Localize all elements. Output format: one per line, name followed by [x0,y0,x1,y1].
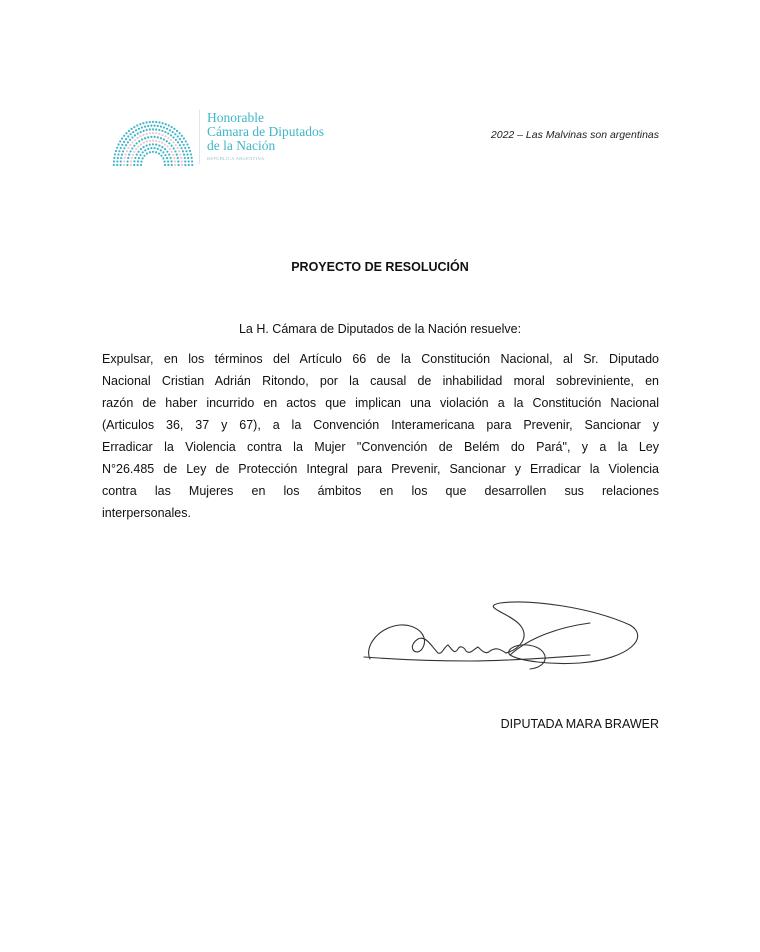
logo-dot [176,130,178,132]
handwritten-signature [360,597,650,677]
logo-dot [171,126,173,128]
logo-dot [164,164,166,166]
logo-dot [158,121,160,123]
logo-dot [116,147,118,149]
logo-dot [113,164,115,166]
logo-dot [116,160,118,162]
logo-dot [180,147,182,149]
logo-dot [186,153,188,155]
logo-dot [191,157,193,159]
logo-dot [164,135,166,137]
logo-dot [155,121,157,123]
logo-dot [154,147,156,149]
logo-dot [137,160,139,162]
logo-dot [117,143,119,145]
logo-dot [143,142,145,144]
logo-dot [120,164,122,166]
logo-dot [170,157,172,159]
logo-dot [149,151,151,153]
logo-dot [127,141,129,143]
logo-dot [152,143,154,145]
logo-dot [167,160,169,162]
logo-dot [161,130,163,132]
logo-dot [164,148,166,150]
logo-dot [152,121,154,123]
logo-dot [155,132,157,134]
logo-dot [161,142,163,144]
logo-dot [114,153,116,155]
logo-dot [165,123,167,125]
logo-dot [172,141,174,143]
signer-name: DIPUTADA MARA BRAWER [500,717,659,731]
logo-dot [147,148,149,150]
logo-dot [142,134,144,136]
logo-dot [171,145,173,147]
logo-dot [142,151,144,153]
logo-dot [166,140,168,142]
body-line: Nacional Cristian Adrián Ritondo, por la causal de inhabilidad moral sobreviniente, en [102,374,659,388]
logo-dot [146,140,148,142]
logo-dot [125,153,127,155]
logo-dot [158,133,160,135]
logo-dot [168,142,170,144]
logo-dot [157,148,159,150]
logo-dot [149,132,151,134]
logo-dot [117,153,119,155]
logo-dot [121,137,123,139]
logo-dot [178,132,180,134]
logo-dot [113,157,115,159]
logo-dot [127,160,129,162]
logo-dot [135,129,137,131]
logo-dot [160,137,162,139]
logo-dot [133,126,135,128]
logo-dot [155,144,157,146]
logo-dot [130,164,132,166]
logo-dot [138,140,140,142]
logo-divider [199,110,200,164]
logo-dot [136,142,138,144]
logo-dot [187,157,189,159]
logo-dot [158,144,160,146]
logo-dot [177,157,179,159]
logo-dot [185,150,187,152]
logo-dot [181,160,183,162]
logo-dot [184,147,186,149]
logo-dot [179,153,181,155]
logo-dot [170,134,172,136]
logo-dot [140,160,142,162]
logo-dot [185,140,187,142]
logo-dot [188,160,190,162]
logo-dot [120,157,122,159]
logo-dot [132,131,134,133]
logo-dot [145,144,147,146]
logo-dot [181,135,183,137]
logo-dot [123,141,125,143]
logo-dot [183,144,185,146]
logo-dot [173,128,175,130]
logo-dot [186,143,188,145]
logo-dot [119,140,121,142]
logo-dot [127,135,129,137]
logo-dot [146,129,148,131]
logo-dot [136,137,138,139]
logo-dot [120,147,122,149]
logo-dot [175,144,177,146]
logo-dot [121,154,123,156]
logo-dot [128,154,130,156]
logo-dot [137,132,139,134]
logo-dot [157,125,159,127]
logo-dot [163,126,165,128]
logo-dot [158,152,160,154]
logo-dot [146,152,148,154]
logo-dot [133,160,135,162]
logo-dot [127,157,129,159]
logo-dot [149,144,151,146]
logo-dot [167,132,169,134]
logo-dot [126,150,128,152]
logo-dot [123,135,125,137]
logo-dot [152,139,154,141]
logo-dot [167,137,169,139]
logo-dot [122,150,124,152]
chamber-arch-logo-icon [112,107,194,167]
logo-dot [163,138,165,140]
logo-dot [160,126,162,128]
logo-dot [172,131,174,133]
logo-dot [132,154,134,156]
logo-dot [121,144,123,146]
logo-dot [150,136,152,138]
logo-dot [128,130,130,132]
logo-dot [133,164,135,166]
logo-dot [147,125,149,127]
resolution-body [102,351,659,527]
logo-dot [175,139,177,141]
logo-dot [183,137,185,139]
logo-dot [166,128,168,130]
logo-dot [158,129,160,131]
logo-dot [178,164,180,166]
logo-dot [143,155,145,157]
logo-dot [130,128,132,130]
logo-dot [179,144,181,146]
logo-dot [158,140,160,142]
logo-dot [141,138,143,140]
logo-dot [115,150,117,152]
body-line: Expulsar, en los términos del Artículo 66 de la Constitución Nacional, al Sr. Diputado [102,352,659,366]
logo-dot [131,157,133,159]
logo-dot [164,131,166,133]
logo-dot [140,164,142,166]
logo-dot [137,164,139,166]
logo-dot [154,125,156,127]
logo-line-2: Cámara de Diputados [207,124,324,139]
logo-dot [125,132,127,134]
logo-dot [137,151,139,153]
logo-dot [131,141,133,143]
logo-dot [152,132,154,134]
logo-dot [123,147,125,149]
body-line: Erradicar la Violencia contra la Mujer "Convención de Belém do Pará", y a la Ley [102,440,659,454]
logo-dot [191,164,193,166]
logo-dot [133,145,135,147]
logo-dot [125,144,127,146]
body-line: contra las Mujeres en los ámbitos en los que desarrollen sus relaciones [102,484,659,498]
logo-dot [139,154,141,156]
logo-dot [150,147,152,149]
logo-dot [117,157,119,159]
logo-dot [172,136,174,138]
body-line: razón de haber incurrido en actos que implican una violación a la Constitución Nacional [102,396,659,410]
logo-text [207,111,324,162]
logo-dot [188,164,190,166]
logo-dot [129,139,131,141]
logo-dot [155,151,157,153]
logo-dot [180,157,182,159]
logo-dot [174,164,176,166]
logo-dot [169,129,171,131]
logo-dot [182,150,184,152]
document-title: PROYECTO DE RESOLUCIÓN [291,260,469,274]
logo-dot [135,148,137,150]
logo-dot [166,151,168,153]
logo-dot [164,143,166,145]
logo-dot [178,150,180,152]
logo-dot [160,155,162,157]
logo-dot [147,136,149,138]
logo-dot [162,157,164,159]
body-line: N°26.485 de Ley de Protección Integral para Prevenir, Sancionar y Erradicar la Violencia [102,462,659,476]
logo-dot [171,151,173,153]
logo-dot [163,160,165,162]
logo-dot [137,145,139,147]
logo-dot [174,160,176,162]
logo-dot [155,140,157,142]
logo-dot [138,128,140,130]
logo-dot [150,125,152,127]
logo-dot [144,137,146,139]
logo-dot [145,121,147,123]
logo-dot [140,148,142,150]
logo-dot [184,157,186,159]
logo-dot [157,136,159,138]
logo-dot [140,143,142,145]
logo-dot [143,146,145,148]
logo-dot [181,141,183,143]
logo-dot [179,138,181,140]
logo-dot [173,147,175,149]
logo-dot [113,160,115,162]
logo-dot [169,148,171,150]
logo-dot [129,150,131,152]
logo-dot [184,164,186,166]
logo-dot [141,126,143,128]
logo-dot [160,149,162,151]
logo-line-3: de la Nación [207,138,276,153]
body-line: interpersonales. [102,506,191,520]
logo-dot [140,131,142,133]
logo-dot [149,140,151,142]
logo-dot [152,151,154,153]
logo-dot [166,157,168,159]
logo-dot [134,157,136,159]
logo-subtitle: REPÚBLICA ARGENTINA [207,156,265,161]
logo-dot [162,151,164,153]
logo-dot [136,154,138,156]
logo-dot [134,139,136,141]
logo-dot [129,144,131,146]
logo-dot [183,154,185,156]
resolution-intro: La H. Cámara de Diputados de la Nación resuelve: [238,322,522,336]
logo-dot [131,147,133,149]
logo-dot [130,160,132,162]
logo-dot [177,141,179,143]
logo-dot [144,126,146,128]
logo-dot [184,160,186,162]
logo-dot [162,122,164,124]
logo-dot [131,136,133,138]
logo-dot [149,121,151,123]
logo-dot [142,130,144,132]
logo-dot [176,154,178,156]
logo-dot [149,128,151,130]
logo-dot [190,153,192,155]
logo-dot [130,133,132,135]
logo-dot [161,134,163,136]
logo-dot [191,160,193,162]
logo-dot [176,147,178,149]
logo-dot [142,157,144,159]
logo-dot [144,149,146,151]
logo-dot [123,160,125,162]
logo-dot [170,139,172,141]
logo-dot [120,160,122,162]
logo-dot [155,128,157,130]
logo-dot [168,124,170,126]
logo-dot [138,157,140,159]
logo-dot [174,150,176,152]
logo-dot [126,164,128,166]
logo-dot [167,164,169,166]
logo-dot [173,157,175,159]
logo-dot [177,160,179,162]
logo-dot [168,154,170,156]
logo-dot [123,164,125,166]
logo-dot [118,150,120,152]
logo-dot [166,145,168,147]
logo-dot [161,146,163,148]
logo-dot [171,164,173,166]
logo-dot [125,138,127,140]
logo-dot [177,135,179,137]
body-line: (Articulos 36, 37 y 67), a la Convención Interamericana para Prevenir, Sancionar y [102,418,659,432]
logo-dot [133,151,135,153]
logo-dot [172,154,174,156]
logo-dot [181,164,183,166]
logo-dot [142,122,144,124]
logo-dot [139,123,141,125]
logo-dot [164,154,166,156]
year-motto: 2022 – Las Malvinas son argentinas [490,129,659,141]
logo-dot [136,124,138,126]
logo-dot [124,157,126,159]
logo-dot [174,133,176,135]
logo-dot [127,147,129,149]
logo-dot [145,133,147,135]
logo-dot [134,134,136,136]
logo-dot [154,136,156,138]
logo-dot [116,164,118,166]
logo-dot [139,135,141,137]
logo-dot [152,128,154,130]
logo-dot [170,160,172,162]
logo-dot [188,147,190,149]
logo-dot [189,150,191,152]
logo-line-1: Honorable [207,110,264,125]
